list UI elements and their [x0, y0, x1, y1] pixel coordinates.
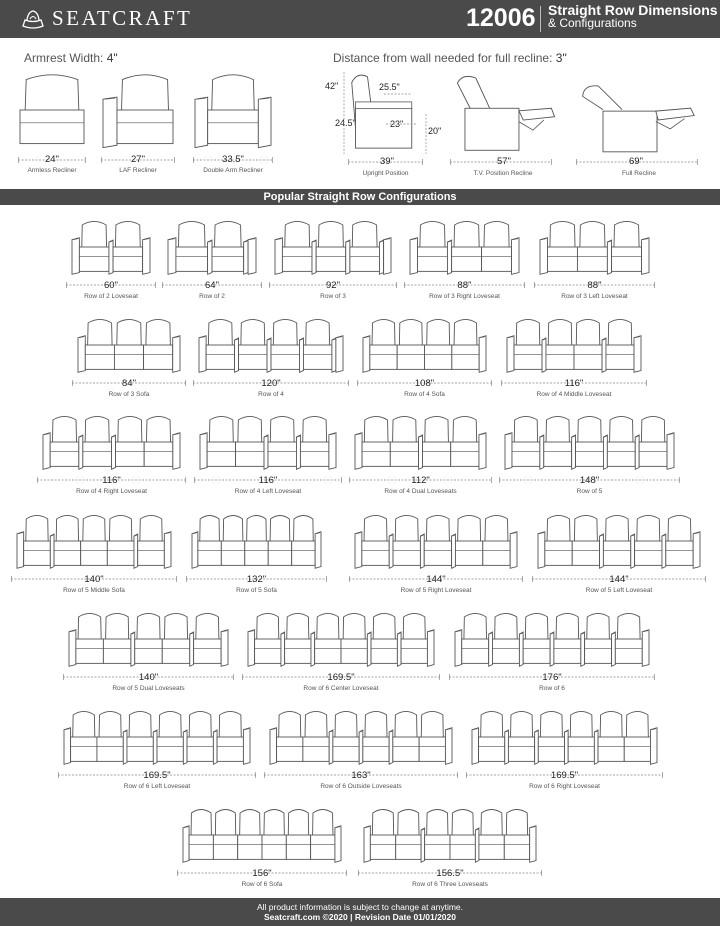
config-dimension: 120" [261, 378, 281, 389]
upright-seat-height-value: 24.5" [335, 118, 356, 128]
config-row-drawing [503, 413, 676, 471]
config-caption: Row of 4 Left Loveseat [234, 488, 302, 495]
config-dimension: 108" [414, 378, 435, 389]
config-caption: Row of 4 Sofa [404, 391, 445, 398]
upright-width-dimension: 39" [380, 156, 394, 167]
title-line: Straight Row Dimensions [548, 2, 718, 18]
config-dimension: 169.5" [143, 770, 171, 781]
full-caption: Full Recline [622, 170, 656, 177]
config-row-drawing [197, 316, 345, 374]
config-caption: Row of 6 Outside Loveseats [320, 783, 402, 790]
config-caption: Row of 6 Sofa [241, 881, 283, 888]
config-dimension: 92" [326, 280, 340, 291]
config-row-drawing [166, 218, 258, 276]
config-caption: Row of 4 [258, 391, 284, 398]
config-caption: Row of 6 [539, 685, 565, 692]
config-dimension: 156.5" [436, 868, 464, 879]
config-caption: Row of 2 [199, 293, 225, 300]
tv-caption: T.V. Position Recline [473, 170, 533, 177]
config-caption: Row of 2 Loveseat [84, 293, 138, 300]
config-caption: Row of 4 Dual Loveseats [384, 488, 457, 495]
config-caption: Row of 4 Right Loveseat [76, 488, 147, 495]
config-caption: Row of 3 Sofa [108, 391, 150, 398]
config-dimension: 60" [104, 280, 118, 291]
single-recliner-drawing [101, 70, 175, 150]
config-caption: Row of 5 [576, 488, 603, 495]
footer-disclaimer: All product information is subject to change at anytime. [257, 902, 463, 912]
config-row-drawing [62, 708, 252, 766]
model-number: 12006 [466, 4, 536, 32]
section-title-bar: Popular Straight Row Configurations [0, 189, 720, 205]
tv-recline-drawing [452, 73, 560, 157]
config-row-drawing [536, 512, 702, 570]
config-dimension: 140" [84, 574, 104, 585]
upright-caption: Upright Position [362, 170, 409, 177]
config-row-drawing [453, 610, 651, 668]
config-dimension: 176" [542, 672, 562, 683]
subtitle-line: & Configurations [548, 16, 637, 30]
full-recline-drawing [579, 83, 699, 157]
config-caption: Row of 3 Left Loveseat [561, 293, 628, 300]
config-caption: Row of 5 Left Loveseat [585, 587, 653, 594]
config-row-drawing [198, 413, 338, 471]
single-recliner-drawing [18, 70, 86, 150]
upright-seat-width-value: 23" [390, 119, 404, 129]
config-row-drawing [353, 512, 519, 570]
upright-depth-value: 20" [428, 126, 442, 136]
config-dimension: 169.5" [327, 672, 355, 683]
config-row-drawing [246, 610, 436, 668]
wall-label-text: Distance from wall needed for full recline: [333, 51, 553, 65]
single-caption: LAF Recliner [119, 167, 157, 174]
config-row-drawing [470, 708, 659, 766]
document-title [548, 4, 718, 30]
config-dimension: 132" [246, 574, 267, 585]
config-dimension: 112" [411, 475, 430, 486]
config-caption: Row of 6 Left Loveseat [123, 783, 191, 790]
brand-logo [20, 6, 192, 31]
config-row-drawing [362, 806, 538, 864]
upright-back-value: 25.5" [379, 82, 400, 92]
config-caption: Row of 5 Sofa [236, 587, 277, 594]
armrest-label-text: Armrest Width: [24, 51, 104, 65]
single-dimension: 33.5" [222, 154, 244, 165]
config-row-drawing [353, 413, 488, 471]
header-divider [540, 6, 541, 32]
config-caption: Row of 6 Center Loveseat [303, 685, 379, 692]
single-dimension: 27" [131, 154, 145, 165]
config-caption: Row of 4 Middle Loveseat [536, 391, 612, 398]
single-dimension: 24" [45, 154, 59, 165]
config-caption: Row of 6 Three Loveseats [412, 881, 488, 888]
seatcraft-crest-icon [20, 8, 46, 30]
single-caption: Double Arm Recliner [203, 167, 263, 174]
config-caption: Row of 5 Dual Loveseats [112, 685, 185, 692]
wall-distance-value: 3" [555, 51, 567, 65]
config-row-drawing [70, 218, 152, 276]
upright-height-value: 42" [325, 81, 339, 91]
config-dimension: 116" [564, 378, 584, 389]
config-dimension: 144" [609, 574, 629, 585]
config-dimension: 156" [252, 868, 272, 879]
config-dimension: 148" [579, 475, 600, 486]
config-dimension: 64" [205, 280, 219, 291]
config-dimension: 88" [457, 280, 472, 291]
wall-distance-label [333, 51, 567, 65]
config-caption: Row of 6 Right Loveseat [529, 783, 600, 790]
config-row-drawing [505, 316, 643, 374]
config-row-drawing [67, 610, 230, 668]
config-caption: Row of 3 [320, 293, 346, 300]
config-dimension: 84" [122, 378, 136, 389]
footer-copyright: Seatcraft.com ©2020 | Revision Date 01/01/2020 [264, 912, 456, 922]
config-row-drawing [538, 218, 651, 276]
upright-vertical-dimension-lines [340, 70, 435, 158]
config-dimension: 163" [351, 770, 371, 781]
config-caption: Row of 5 Right Loveseat [400, 587, 472, 594]
config-dimension: 144" [426, 574, 446, 585]
header-bar [0, 0, 720, 38]
config-dimension: 116" [102, 475, 121, 486]
armrest-width-value: 4" [106, 51, 118, 65]
config-row-drawing [273, 218, 393, 276]
config-caption: Row of 3 Right Loveseat [429, 293, 500, 300]
config-row-drawing [76, 316, 182, 374]
config-row-drawing [361, 316, 488, 374]
full-width-dimension: 69" [629, 156, 643, 167]
footer-bar [0, 898, 720, 926]
config-dimension: 169.5" [550, 770, 579, 781]
armrest-width-label [24, 51, 118, 65]
single-recliner-drawing [193, 70, 273, 150]
single-caption: Armless Recliner [27, 167, 77, 174]
config-caption: Row of 5 Middle Sofa [63, 587, 125, 594]
config-row-drawing [15, 512, 173, 570]
config-dimension: 140" [138, 672, 159, 683]
config-row-drawing [41, 413, 182, 471]
config-row-drawing [408, 218, 521, 276]
config-dimension: 116" [258, 475, 278, 486]
brand-name: SEATCRAFT [52, 6, 193, 30]
tv-width-dimension: 57" [497, 156, 511, 167]
config-row-drawing [268, 708, 454, 766]
config-row-drawing [181, 806, 343, 864]
config-row-drawing [190, 512, 323, 570]
config-dimension: 88" [587, 280, 602, 291]
